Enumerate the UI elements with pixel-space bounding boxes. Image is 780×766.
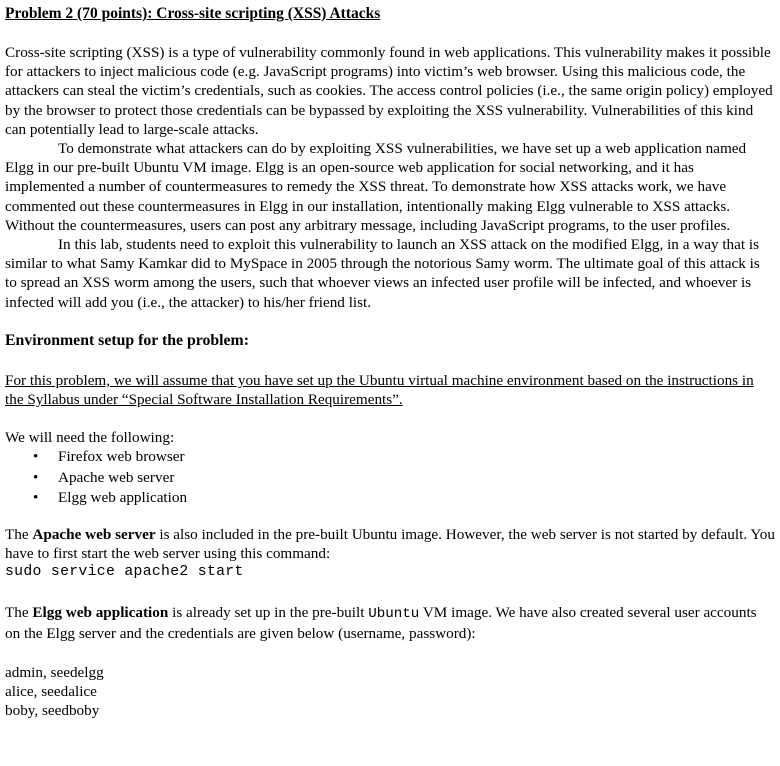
intro-paragraph-3: In this lab, students need to exploit this vulnerability to launch an XSS attack on the modified Elgg, in a way that is similar to what Samy Kamkar did to MySpace in 2005 through the notorious Samy worm. The ultimate goal of this attack is to spread an XSS worm among the users, such that whoever views an infected user profile will be infected, and whoever is infected will add you (i.e., the attacker) to his/her friend list.: [5, 236, 760, 311]
apache-text-post: is also included in the pre-built Ubuntu image. However, the web server is not started by default. You have to first start the web server using this command:: [5, 525, 775, 563]
apache-text-pre: The: [5, 525, 33, 543]
list-item: [5, 488, 775, 509]
elgg-mono-term: Ubuntu: [368, 605, 420, 622]
intro-paragraph-2: To demonstrate what attackers can do by exploiting XSS vulnerabilities, we have set up a web application named Elgg in our pre-built Ubuntu VM image. Elgg is an open-source web application for social networking, and it has implemented a number of countermeasures to remedy the XSS threat. To demonstrate how XSS attacks work, we have commented out these countermeasures in Elgg in our installation, intentionally making Elgg vulnerable to XSS attacks. Without the countermeasures, users can post any arbitrary message, including JavaScript programs, to the user profiles.: [5, 140, 747, 234]
credential-line: boby, seedboby: [5, 702, 100, 720]
spacer: [5, 409, 775, 428]
spacer: [5, 509, 775, 525]
apache-bold-term: Apache web server: [32, 525, 156, 543]
list-item-label: Elgg web application: [58, 489, 188, 507]
list-item: [5, 447, 775, 468]
bullet-icon: •: [33, 489, 39, 507]
apache-paragraph: [5, 525, 775, 563]
document-page: [5, 4, 775, 721]
list-item-label: Firefox web browser: [58, 448, 185, 466]
elgg-bold-term: Elgg web application: [32, 603, 169, 621]
environment-heading: Environment setup for the problem:: [5, 331, 249, 349]
intro-paragraph-1: Cross-site scripting (XSS) is a type of vulnerability commonly found in web applications. This vulnerability makes it possible for attackers to inject malicious code (e.g. JavaScript programs) into victim’s web browser. Using this malicious code, the attackers can steal the victim’s credentials, such as cookies. The access control policies (i.e., the same origin policy) employed by the browser to protect those credentials can be bypassed by exploiting the XSS vulnerability. Vulnerabilities of this kind can potentially lead to large-scale attacks.: [5, 44, 773, 138]
elgg-paragraph: [5, 603, 775, 643]
spacer: [5, 583, 775, 603]
start-command: sudo service apache2 start: [5, 564, 244, 581]
credential-line: alice, seedalice: [5, 683, 97, 701]
problem-title: Problem 2 (70 points): Cross-site scripting (XSS) Attacks: [5, 5, 381, 22]
credential-line: admin, seedelgg: [5, 663, 104, 681]
spacer: [5, 643, 775, 663]
needs-intro: We will need the following:: [5, 429, 175, 447]
bullet-icon: •: [33, 468, 39, 486]
elgg-text-pre: The: [5, 603, 33, 621]
list-item-label: Apache web server: [58, 468, 175, 486]
needs-list: [5, 447, 775, 509]
elgg-text-post: VM image. We have also created several user accounts on the Elgg server and the credentials are given below (username, password):: [5, 603, 757, 642]
list-item: [5, 468, 775, 489]
bullet-icon: •: [33, 448, 39, 466]
elgg-text-mid: is already set up in the pre-built: [168, 603, 369, 621]
assumption-paragraph: For this problem, we will assume that you have set up the Ubuntu virtual machine environment based on the instructions in the Syllabus under “Special Software Installation Requirements”.: [5, 371, 754, 409]
